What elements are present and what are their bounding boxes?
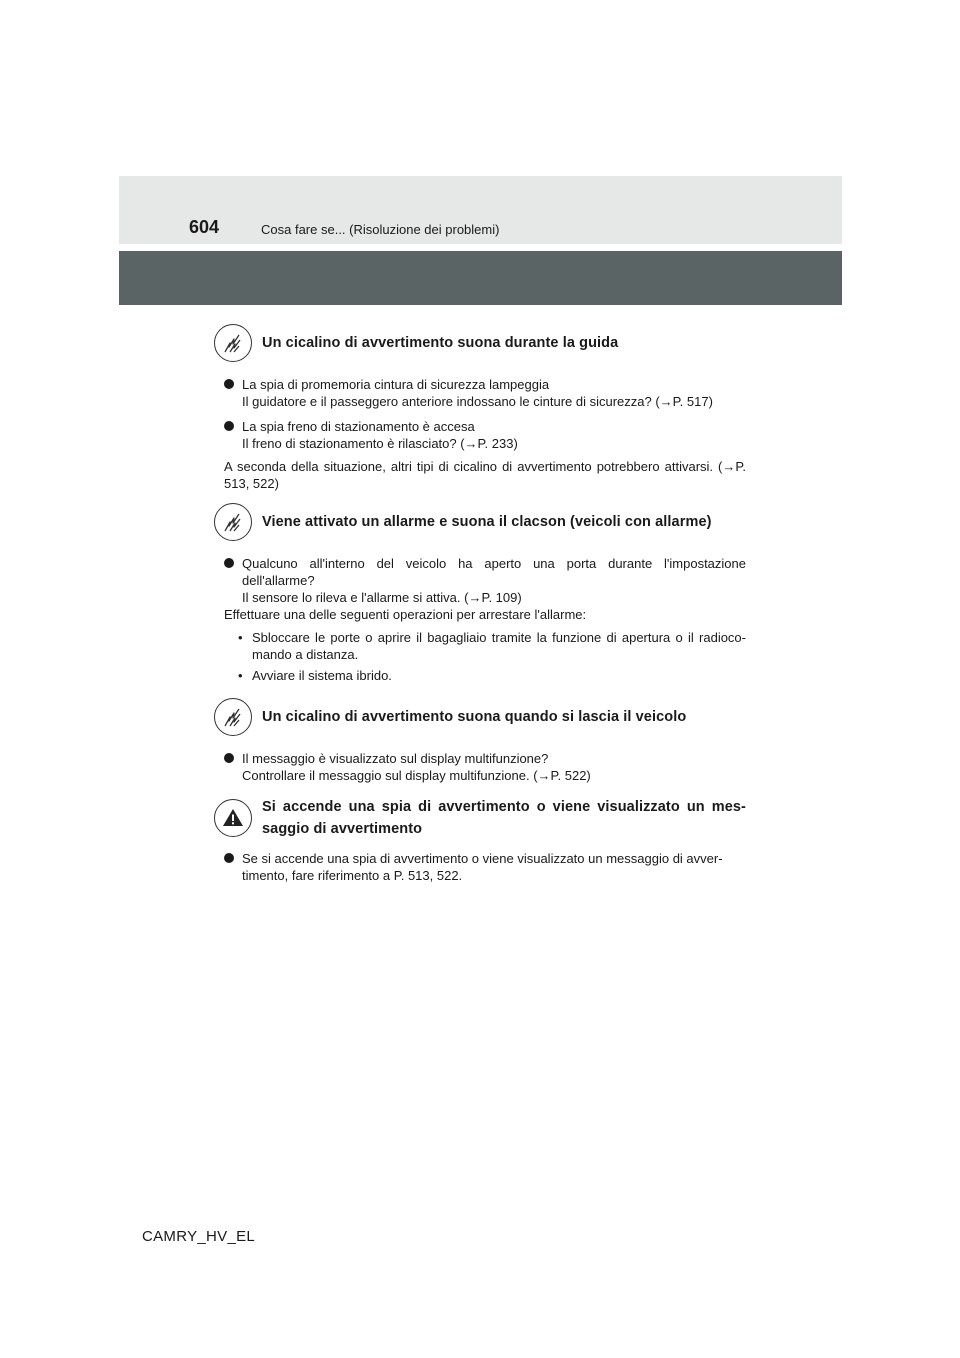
list-item: [224, 850, 746, 884]
section-heading: [214, 696, 746, 738]
section-warning-light: [224, 796, 746, 884]
list-item: [224, 629, 746, 663]
list-item: [224, 667, 746, 684]
sound-warning-icon: [214, 503, 252, 541]
section-heading: [214, 322, 746, 364]
list-item: [224, 555, 746, 606]
section-alarm-horn: [224, 501, 746, 684]
bullet-line: Qualcuno all'interno del veicolo ha aperto una porta durante l'impostazione dell'allarme?: [242, 556, 746, 588]
sub-item-text: Avviare il sistema ibrido.: [252, 668, 392, 683]
section-title: Un cicalino di avvertimento suona quando si lascia il veicolo: [262, 709, 687, 725]
bullet-icon: [224, 853, 234, 863]
list-item: [224, 418, 746, 452]
sound-warning-icon: [214, 324, 252, 362]
bullet-line: Il guidatore e il passeggero anteriore indossano le cinture di sicurezza? (→P. 517): [242, 394, 713, 409]
section-buzzer-while-driving: [224, 322, 746, 492]
bullet-icon: [224, 753, 234, 763]
page-content: [224, 322, 746, 884]
section-heading: [214, 796, 746, 840]
list-item: [224, 750, 746, 784]
bullet-icon: [224, 379, 234, 389]
bullet-line: Il freno di stazionamento è rilasciato? (→P. 233): [242, 436, 518, 451]
section-buzzer-leaving-vehicle: [224, 696, 746, 784]
bullet-line: Se si accende una spia di avvertimento o viene visualizzato un messaggio di avver- timento, fare riferimento a P. 513, 522.: [242, 851, 723, 883]
bullet-line: La spia di promemoria cintura di sicurezza lampeggia: [242, 377, 550, 392]
note-text: A seconda della situazione, altri tipi di cicalino di avvertimento potrebbero attivarsi. (→P. 513, 522): [224, 459, 746, 491]
warning-triangle-icon: [214, 799, 252, 837]
note-text: Effettuare una delle seguenti operazioni per arrestare l'allarme:: [224, 607, 587, 622]
sound-warning-icon: [214, 698, 252, 736]
bullet-icon: •: [238, 630, 243, 645]
bullet-line: Il sensore lo rileva e l'allarme si attiva. (→P. 109): [242, 590, 522, 605]
bullet-icon: [224, 558, 234, 568]
chapter-title: Cosa fare se... (Risoluzione dei problemi): [261, 222, 500, 237]
section-title: Si accende una spia di avvertimento o viene visualizzato un mes- saggio di avvertimento: [262, 799, 746, 837]
page-number: 604: [189, 217, 220, 237]
section-title: Un cicalino di avvertimento suona durante la guida: [262, 335, 619, 351]
bullet-line: La spia freno di stazionamento è accesa: [242, 419, 475, 434]
bullet-line: Controllare il messaggio sul display multifunzione. (→P. 522): [242, 768, 591, 783]
section-heading: [214, 501, 746, 543]
bullet-icon: •: [238, 668, 243, 683]
sub-item-text: Sbloccare le porte o aprire il bagagliaio tramite la funzione di apertura o il radioco- mando a distanza.: [252, 630, 746, 662]
section-title: Viene attivato un allarme e suona il clacson (veicoli con allarme): [262, 514, 712, 530]
model-code: CAMRY_HV_EL: [142, 1228, 256, 1245]
bullet-line: Il messaggio è visualizzato sul display multifunzione?: [242, 751, 549, 766]
header-band-dark: [119, 251, 842, 305]
list-item: [224, 376, 746, 410]
bullet-icon: [224, 421, 234, 431]
